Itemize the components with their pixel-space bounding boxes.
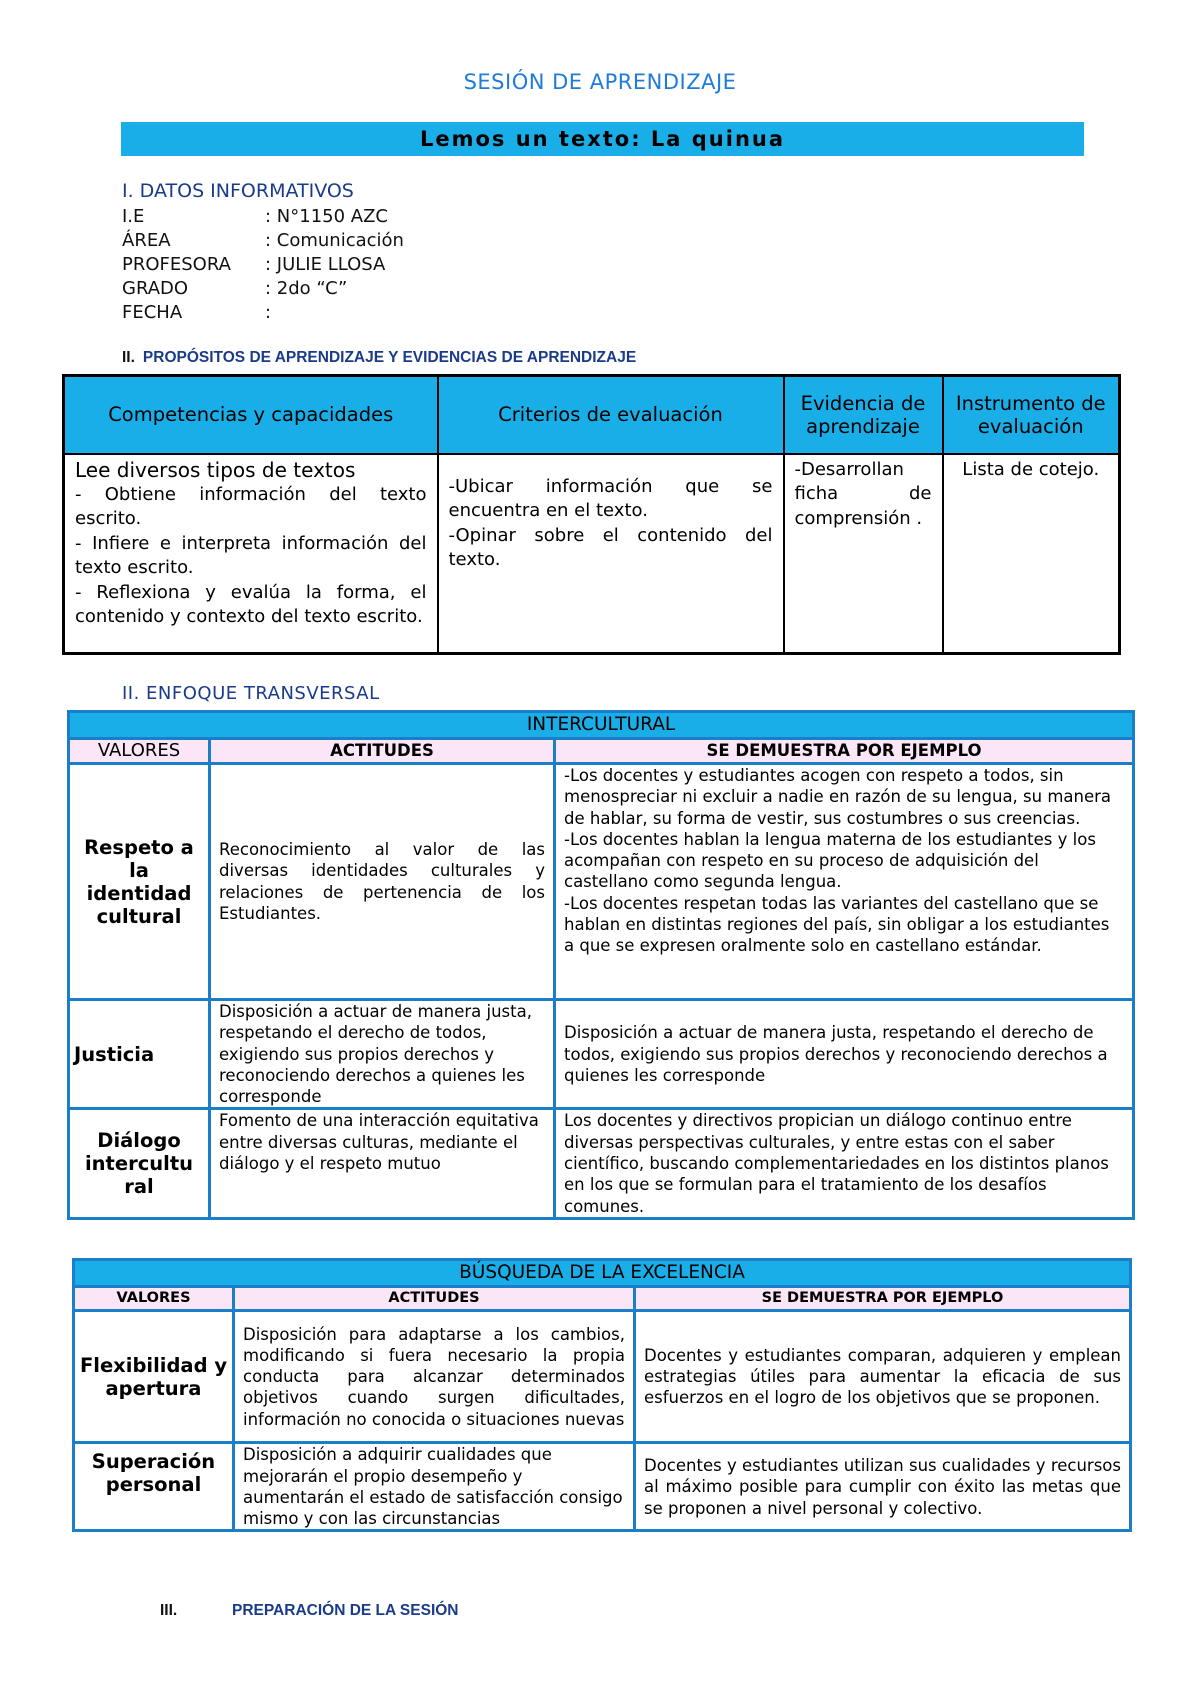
info-value: :: [265, 302, 272, 323]
capacity-item: - Infiere e interpreta información del texto escrito.: [75, 532, 427, 578]
attitude-respeto: Reconocimiento al valor de las diversas identidades culturales y relaciones de pertenencia de los Estudiantes.: [210, 764, 555, 1000]
value-justicia: Justicia: [69, 1000, 210, 1109]
info-row-ie: [122, 205, 404, 229]
example-justicia: Disposición a actuar de manera justa, respetando el derecho de todos, exigiendo sus propios derechos y reconociendo derechos a quienes les corresponde: [555, 1000, 1134, 1109]
section-propositos-heading: [122, 349, 636, 367]
section-title: PROPÓSITOS DE APRENDIZAJE Y EVIDENCIAS DE APRENDIZAJE: [142, 349, 637, 366]
datos-informativos: [122, 205, 404, 325]
info-row-area: [122, 229, 404, 253]
header-actitudes: ACTITUDES: [210, 739, 555, 764]
competency-title: Lee diversos tipos de textos: [75, 457, 356, 482]
instrumento-cell: Lista de cotejo.: [943, 454, 1120, 654]
info-value: : 2do “C”: [265, 278, 348, 299]
info-label: FECHA: [122, 302, 183, 323]
header-criterios: Criterios de evaluación: [438, 376, 784, 454]
intercultural-table: [67, 710, 1135, 1220]
info-label: I.E: [122, 206, 145, 227]
header-instrumento: Instrumento de evaluación: [943, 376, 1120, 454]
value-respeto: Respeto a la identidad cultural: [69, 764, 210, 1000]
propositos-table: [62, 374, 1121, 655]
info-value: : N°1150 AZC: [265, 206, 388, 227]
value-superacion: Superación personal: [74, 1443, 234, 1531]
info-label: ÁREA: [122, 230, 171, 251]
info-label: GRADO: [122, 278, 189, 299]
attitude-flexibilidad: Disposición para adaptarse a los cambios, modificando si fuera necesario la propia conducta para alcanzar determinados objetivos cuando surgen dificultades, información no conocida o situaciones nuevas: [234, 1311, 635, 1443]
info-label: PROFESORA: [122, 254, 231, 275]
example-item: -Los docentes hablan la lengua materna de los estudiantes y los acompañan con respeto en su proceso de adquisición del castellano como segunda lengua.: [564, 829, 1096, 892]
value-dialogo: Diálogo intercultu ral: [69, 1109, 210, 1218]
info-value: : Comunicación: [265, 230, 404, 251]
competencias-cell: [64, 454, 438, 654]
section-number: II.: [122, 349, 135, 366]
attitude-superacion: Disposición a adquirir cualidades que mejorarán el propio desempeño y aumentarán el estado de satisfacción consigo mismo y con las circunstancias: [234, 1443, 635, 1531]
value-flexibilidad: Flexibilidad y apertura: [74, 1311, 234, 1443]
excelencia-banner: BÚSQUEDA DE LA EXCELENCIA: [74, 1260, 1131, 1287]
lesson-title: Lemos un texto: La quinua: [419, 127, 786, 151]
info-row-profesora: [122, 253, 404, 277]
example-item: -Los docentes respetan todas las variantes del castellano que se hablan en distintas regiones del país, sin obligar a los estudiantes a que se expresen oralmente solo en castellano estándar.: [564, 893, 1110, 956]
info-row-fecha: [122, 301, 404, 325]
criteria-item: -Ubicar información que se encuentra en el texto.: [448, 475, 773, 521]
header-evidencia: Evidencia de aprendizaje: [784, 376, 943, 454]
capacity-item: - Reflexiona y evalúa la forma, el contenido y contexto del texto escrito.: [75, 581, 427, 627]
excelencia-table: [72, 1258, 1132, 1532]
examples-respeto: [555, 764, 1134, 1000]
criteria-item: -Opinar sobre el contenido del texto.: [448, 524, 773, 570]
section-enfoque-heading: II. ENFOQUE TRANSVERSAL: [122, 683, 380, 704]
header-competencias: Competencias y capacidades: [64, 376, 438, 454]
info-value: : JULIE LLOSA: [265, 254, 386, 275]
section-title: PREPARACIÓN DE LA SESIÓN: [232, 1602, 459, 1619]
example-flexibilidad: Docentes y estudiantes comparan, adquieren y emplean estrategias útiles para aumentar la eficacia de sus esfuerzos en el logro de los objetivos que se proponen.: [635, 1311, 1131, 1443]
criterios-cell: [438, 454, 784, 654]
session-title: SESIÓN DE APRENDIZAJE: [463, 70, 737, 94]
attitude-dialogo: Fomento de una interacción equitativa entre diversas culturas, mediante el diálogo y el respeto mutuo: [210, 1109, 555, 1218]
header-valores: VALORES: [74, 1287, 234, 1311]
section-datos-heading: I. DATOS INFORMATIVOS: [122, 180, 354, 202]
section-number: III.: [160, 1602, 178, 1619]
lesson-title-bar: [121, 122, 1084, 156]
attitude-justicia: Disposición a actuar de manera justa, respetando el derecho de todos, exigiendo sus propios derechos y reconociendo derechos a quienes les corresponde: [210, 1000, 555, 1109]
evidencia-cell: -Desarrollan ficha de comprensión .: [784, 454, 943, 654]
info-row-grado: [122, 277, 404, 301]
example-item: -Los docentes y estudiantes acogen con respeto a todos, sin menospreciar ni excluir a nadie en razón de su lengua, su manera de hablar, su forma de vestir, sus costumbres o sus creencias.: [564, 766, 1112, 828]
header-actitudes: ACTITUDES: [234, 1287, 635, 1311]
example-dialogo: Los docentes y directivos propician un diálogo continuo entre diversas perspectivas culturales, y entre estas con el saber científico, buscando complementariedades en los distintos planos en los que se formulan para el tratamiento de los desafíos comunes.: [555, 1109, 1134, 1218]
intercultural-banner: INTERCULTURAL: [69, 712, 1134, 739]
section-preparacion-heading: [160, 1602, 459, 1620]
example-superacion: Docentes y estudiantes utilizan sus cualidades y recursos al máximo posible para cumplir con éxito las metas que se proponen a nivel personal y colectivo.: [635, 1443, 1131, 1531]
capacity-item: - Obtiene información del texto escrito.: [75, 483, 427, 529]
header-ejemplo: SE DEMUESTRA POR EJEMPLO: [555, 739, 1134, 764]
header-valores: VALORES: [69, 739, 210, 764]
header-ejemplo: SE DEMUESTRA POR EJEMPLO: [635, 1287, 1131, 1311]
